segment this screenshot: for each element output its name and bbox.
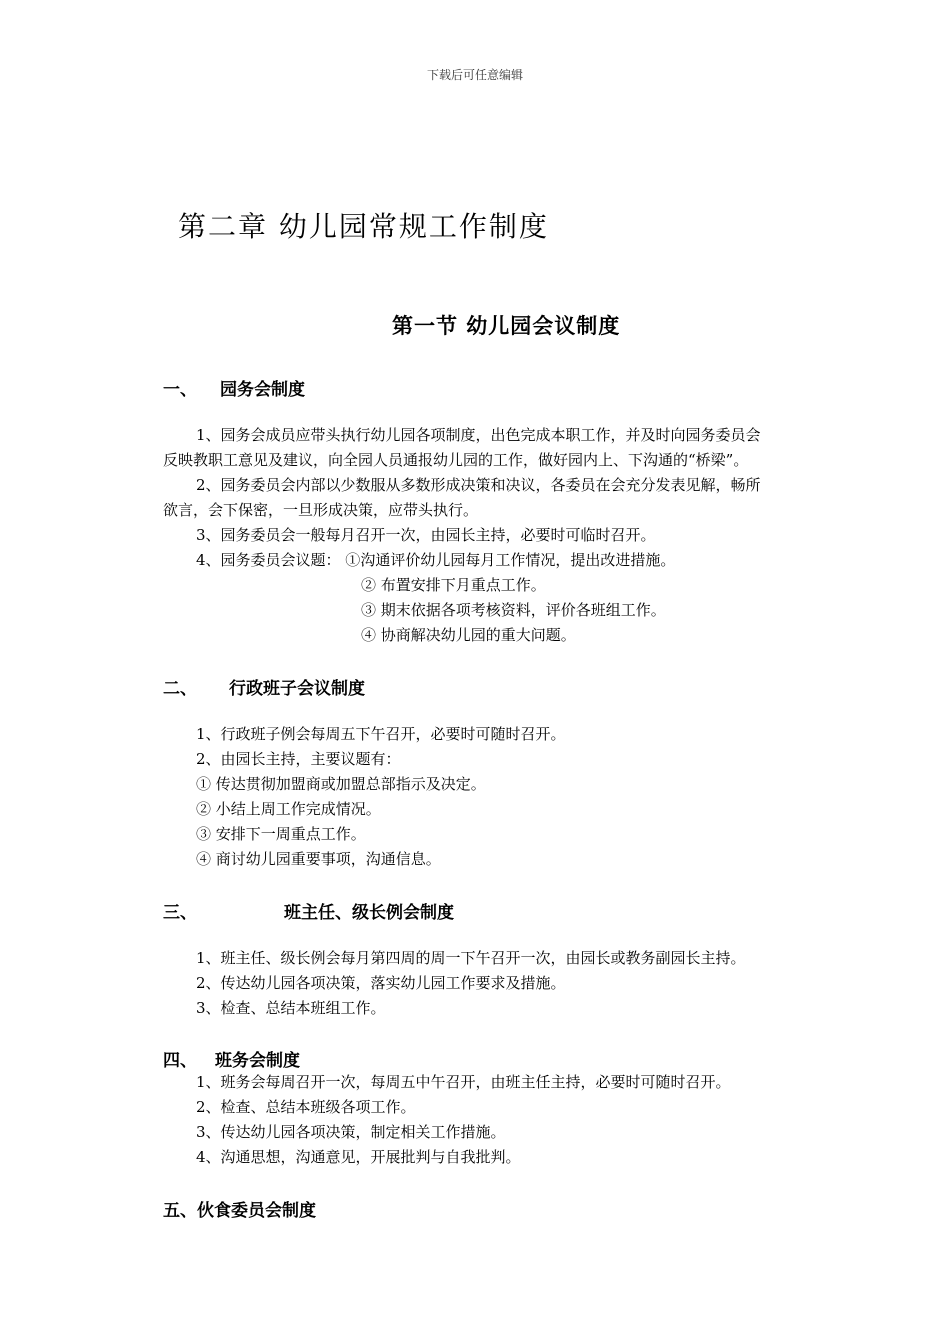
agenda-item: ④ 协商解决幼儿园的重大问题。 (361, 626, 576, 644)
paragraph-line: 2、园务委员会内部以少数服从多数形成决策和决议，各委员在会充分发表见解，畅所 (196, 476, 761, 494)
heading-1-title: 园务会制度 (220, 380, 305, 400)
paragraph-line: 反映教职工意见及建议，向全园人员通报幼儿园的工作，做好园内上、下沟通的“桥梁”。 (163, 451, 749, 469)
paragraph-line: 1、园务会成员应带头执行幼儿园各项制度，出色完成本职工作，并及时向园务委员会 (196, 426, 761, 444)
heading-4-number: 四、 (163, 1051, 197, 1071)
paragraph-line: 欲言，会下保密，一旦形成决策，应带头执行。 (163, 501, 479, 519)
paragraph-line: 4、沟通思想，沟通意见，开展批判与自我批判。 (196, 1148, 521, 1166)
agenda-item: ① 传达贯彻加盟商或加盟总部指示及决定。 (196, 775, 486, 793)
heading-1-number: 一、 (163, 380, 197, 400)
paragraph-line: 1、班主任、级长例会每月第四周的周一下午召开一次，由园长或教务副园长主持。 (196, 949, 746, 967)
heading-5-title: 五、伙食委员会制度 (163, 1201, 316, 1221)
paragraph-line: 4、园务委员会议题： ①沟通评价幼儿园每月工作情况，提出改进措施。 (196, 551, 676, 569)
agenda-item: ④ 商讨幼儿园重要事项，沟通信息。 (196, 850, 441, 868)
paragraph-line: 1、行政班子例会每周五下午召开，必要时可随时召开。 (196, 725, 566, 743)
agenda-item: ② 小结上周工作完成情况。 (196, 800, 381, 818)
page-header-note: 下载后可任意编辑 (426, 68, 523, 82)
heading-2-title: 行政班子会议制度 (229, 679, 365, 699)
paragraph-line: 2、由园长主持，主要议题有： (196, 750, 401, 768)
chapter-title: 第二章 幼儿园常规工作制度 (178, 210, 549, 243)
section-title: 第一节 幼儿园会议制度 (392, 314, 621, 338)
paragraph-line: 2、检查、总结本班级各项工作。 (196, 1098, 416, 1116)
paragraph-line: 3、检查、总结本班组工作。 (196, 999, 386, 1017)
paragraph-line: 3、园务委员会一般每月召开一次，由园长主持，必要时可临时召开。 (196, 526, 656, 544)
paragraph-line: 3、传达幼儿园各项决策，制定相关工作措施。 (196, 1123, 506, 1141)
paragraph-line: 2、传达幼儿园各项决策，落实幼儿园工作要求及措施。 (196, 974, 566, 992)
heading-2-number: 二、 (163, 679, 197, 699)
paragraph-line: 1、班务会每周召开一次，每周五中午召开，由班主任主持，必要时可随时召开。 (196, 1073, 731, 1091)
heading-4-title: 班务会制度 (215, 1051, 300, 1071)
agenda-item: ② 布置安排下月重点工作。 (361, 576, 546, 594)
heading-3-number: 三、 (163, 903, 197, 923)
heading-3-title: 班主任、级长例会制度 (284, 903, 454, 923)
agenda-item: ③ 期末依据各项考核资料，评价各班组工作。 (361, 601, 666, 619)
agenda-item: ③ 安排下一周重点工作。 (196, 825, 366, 843)
